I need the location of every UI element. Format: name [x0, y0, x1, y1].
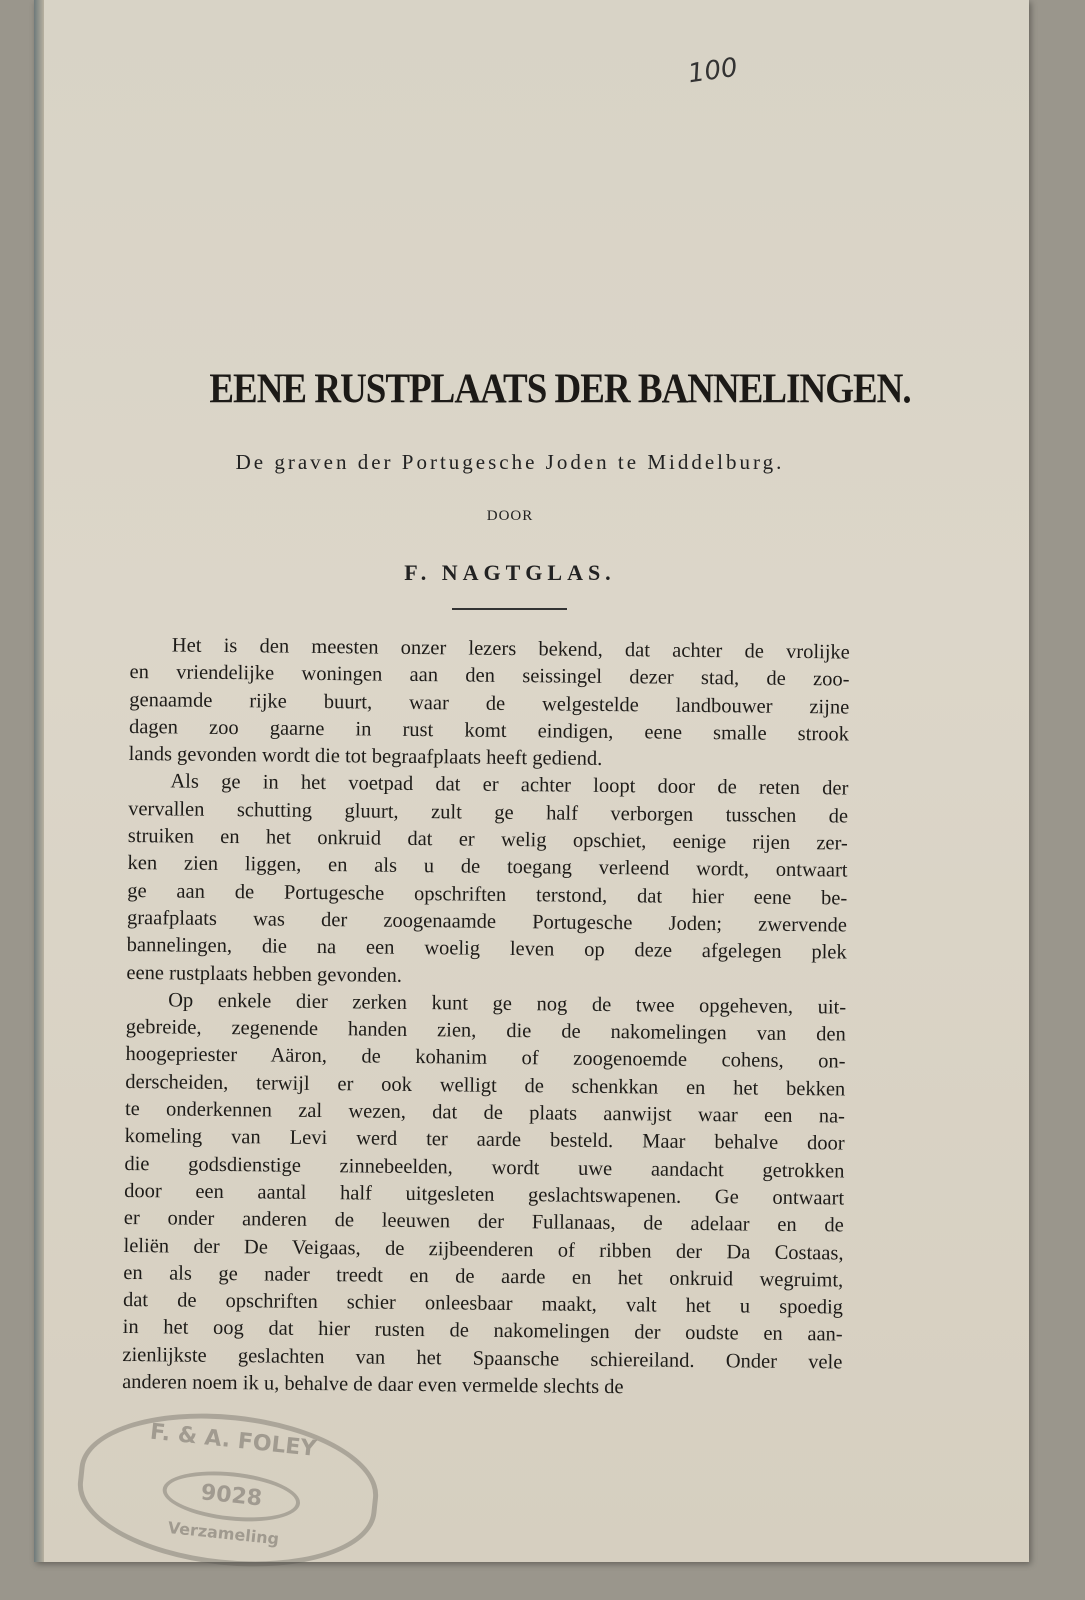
text-line: hoogepriester Aäron, de kohanim of zoogenoemde cohens, on-	[125, 1043, 846, 1073]
text-line: komeling van Levi werd ter aarde besteld. Maar behalve door	[124, 1125, 845, 1155]
text-line: en als ge nader treedt en de aarde en het onkruid wegruimt,	[123, 1261, 844, 1292]
text-line: vervallen schutting gluurt, zult ge half verborgen tusschen de	[128, 797, 849, 828]
text-line: die godsdienstige zinnebeelden, wordt uwe aandacht getrokken	[124, 1152, 845, 1183]
divider-rule	[452, 608, 567, 610]
text-line: Op enkele dier zerken kunt ge nog de twee opgeheven, uit-	[168, 989, 847, 1019]
text-line: derscheiden, terwijl er ook welligt de schenkkan en het bekken	[125, 1070, 846, 1101]
text-line: dagen zoo gaarne in rust komt eindigen, eene smalle strook	[128, 715, 850, 746]
binding-edge	[34, 0, 44, 1562]
author-name: F. NAGTGLAS.	[404, 560, 616, 585]
text-line: eene rustplaats hebben gevonden.	[126, 961, 403, 987]
text-line: dat de opschriften schier onleesbaar maakt, valt het u spoedig	[122, 1289, 844, 1319]
text-line: leliën der De Veigaas, de zijbeenderen of ribben der Da Costaas,	[123, 1234, 844, 1265]
text-line: Het is den meesten onzer lezers bekend, dat achter de vrolijke	[171, 634, 850, 664]
stamp-number: 9028	[160, 1465, 302, 1527]
text-line: in het oog dat hier rusten de nakomelingen der oudste en aan-	[122, 1316, 843, 1346]
handwritten-page-number: 100	[686, 52, 740, 90]
byline-label: DOOR	[486, 508, 534, 524]
text-line: door een aantal half uitgesleten geslachtswapenen. Ge ontwaart	[124, 1179, 845, 1210]
article-subtitle: De graven der Portugesche Joden te Middelburg.	[235, 450, 785, 474]
text-line: anderen noem ik u, behalve de daar even vermelde slechts de	[122, 1370, 624, 1399]
text-line: en vriendelijke woningen aan den seissingel dezer stad, de zoo-	[129, 661, 850, 691]
text-line: struiken en het onkruid dat er welig opschiet, eenige rijen zer-	[127, 825, 848, 855]
text-line: graafplaats was der zoogenaamde Portugesche Joden; zwervende	[126, 906, 848, 937]
text-line: ken zien liggen, en als u de toegang verleend wordt, ontwaart	[127, 852, 848, 882]
article-title: EENE RUSTPLAATS DER BANNELINGEN.	[209, 365, 911, 414]
text-line: ge aan de Portugesche opschriften terstond, dat hier eene be-	[127, 879, 848, 910]
text-line: er onder anderen de leeuwen der Fullanaas, de adelaar en de	[123, 1207, 844, 1237]
stamp-name: F. & A. FOLEY	[148, 1419, 318, 1462]
text-line: lands gevonden wordt die tot begraafplaats heeft gediend.	[128, 743, 603, 771]
text-line: gebreide, zegenende handen zien, die de nakomelingen van den	[125, 1016, 846, 1046]
text-line: bannelingen, die na een woelig leven op deze afgelegen plek	[126, 934, 847, 964]
text-line: Als ge in het voetpad dat er achter loopt door de reten der	[170, 770, 849, 801]
text-line: genaamde rijke buurt, waar de welgestelde landbouwer zijne	[129, 688, 850, 719]
text-line: te onderkennen zal wezen, dat de plaats aanwijst waar een na-	[124, 1098, 846, 1128]
article-body	[122, 632, 850, 1404]
stamp-label: Verzameling	[166, 1517, 280, 1549]
text-line: zienlijkste geslachten van het Spaansche schiereiland. Onder vele	[122, 1343, 843, 1374]
